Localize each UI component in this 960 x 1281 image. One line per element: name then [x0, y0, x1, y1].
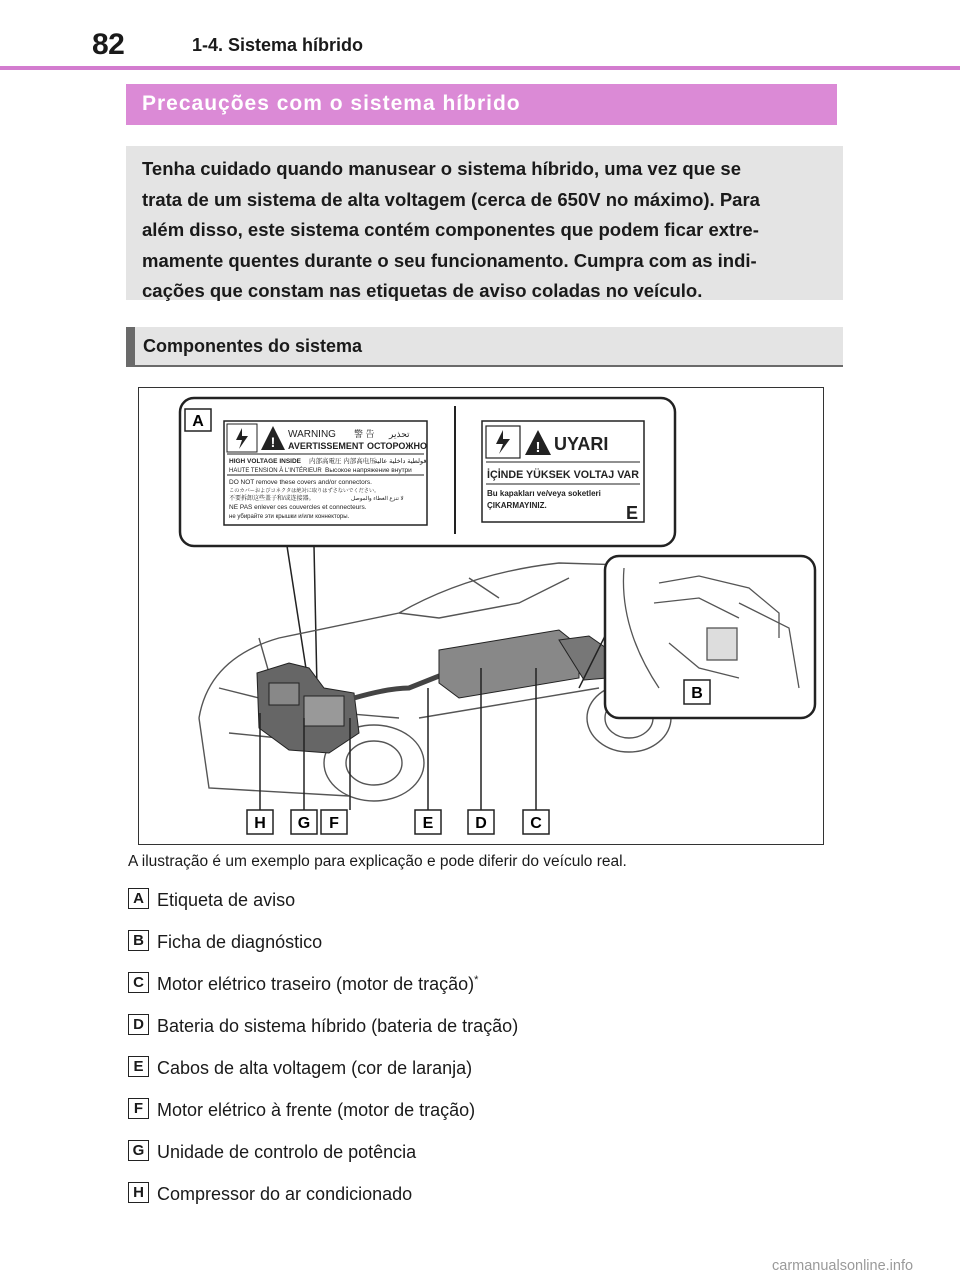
svg-text:NE PAS enlever ces couvercles: NE PAS enlever ces couvercles et connecteurs. [229, 504, 367, 511]
intro-line: cações que constam nas etiquetas de aviso coladas no veículo. [142, 280, 703, 301]
watermark-link[interactable]: carmanualsonline.info [772, 1258, 914, 1274]
header-rule [0, 66, 960, 70]
subsection-title: Componentes do sistema [126, 327, 843, 367]
svg-text:不要拆卸这些盖子和/或连接器。: 不要拆卸这些盖子和/或连接器。 [229, 496, 315, 502]
svg-text:!: ! [270, 434, 276, 450]
callout-e-text: E [422, 815, 434, 832]
svg-text:Высокое напряжение внутри: Высокое напряжение внутри [325, 467, 412, 474]
callout-f-text: F [329, 815, 339, 832]
callout-g-text: G [297, 815, 311, 832]
svg-text:İÇİNDE YÜKSEK VOLTAJ VAR: İÇİNDE YÜKSEK VOLTAJ VAR [487, 469, 644, 481]
legend-label: Unidade de controlo de potência [157, 1142, 417, 1162]
svg-text:警 告: 警 告 [354, 429, 375, 439]
svg-text:UYARI: UYARI [554, 434, 609, 454]
svg-text:HAUTE TENSION À L'INTÉRIEUR: HAUTE TENSION À L'INTÉRIEUR [229, 468, 322, 474]
legend-key: G [128, 1140, 149, 1161]
legend-key: F [128, 1098, 149, 1119]
svg-text:HIGH VOLTAGE INSIDE: HIGH VOLTAGE INSIDE [229, 458, 301, 465]
svg-text:ÇIKARMAYINIZ.: ÇIKARMAYINIZ. [487, 501, 547, 510]
svg-text:ОСТОРОЖНО: ОСТОРОЖНО [367, 441, 427, 451]
legend-label: Compressor do ar condicionado [157, 1184, 413, 1204]
svg-text:このカバーおよびコネクタは絶対に取りはずさないでください。: このカバーおよびコネクタは絶対に取りはずさないでください。 [229, 488, 380, 494]
battery-and-rear-motor [439, 630, 609, 698]
svg-text:Bu kapakları ve/veya soketleri: Bu kapakları ve/veya soketleri [487, 489, 601, 498]
legend-key: E [128, 1056, 149, 1077]
vehicle-illustration [139, 388, 825, 846]
svg-text:!: ! [535, 439, 541, 456]
legend-label: Cabos de alta voltagem (cor de laranja) [157, 1058, 473, 1078]
multilingual-warning-label [224, 421, 427, 525]
legend-label: Motor elétrico traseiro (motor de tração) [157, 974, 475, 994]
intro-line: mamente quentes durante o seu funcionamento. Cumpra com as indi- [142, 249, 757, 271]
legend-key: C [128, 972, 149, 993]
callout-a-text: A [192, 413, 204, 430]
legend-key: H [128, 1182, 149, 1203]
svg-text:DO NOT remove these covers and: DO NOT remove these covers and/or connectors. [229, 479, 372, 486]
svg-text:تحذير: تحذير [389, 429, 410, 439]
intro-box [126, 146, 843, 300]
svg-text:فولطية داخلية عالية: فولطية داخلية عالية [374, 458, 427, 465]
footnote-marker: * [474, 974, 479, 986]
callout-h-text: H [254, 815, 266, 832]
legend-label: Motor elétrico à frente (motor de tração) [157, 1100, 476, 1120]
legend-key: B [128, 930, 149, 951]
warning-word: WARNING [288, 429, 336, 440]
page-number: 82 [92, 28, 125, 61]
svg-text:AVERTISSEMENT: AVERTISSEMENT [288, 441, 364, 451]
callout-c-text: C [530, 815, 542, 832]
svg-text:не убирайте эти крышки и/или к: не убирайте эти крышки и/или коннекторы. [229, 514, 350, 520]
legend-label-with-footnote [157, 974, 478, 995]
intro-line: trata de um sistema de alta voltagem (cerca de 650V no máximo). Para [142, 188, 760, 210]
callout-b-text: B [691, 685, 703, 702]
intro-line: além disso, este sistema contém componentes que podem ficar extre- [142, 219, 759, 240]
turkish-warning-label [482, 421, 644, 522]
callout-d-text: D [475, 815, 487, 832]
legend-label: Etiqueta de aviso [157, 890, 296, 910]
system-components-figure [138, 387, 824, 845]
intro-line: Tenha cuidado quando manusear o sistema híbrido, uma vez que se [142, 158, 741, 179]
page-title: Precauções com o sistema híbrido [126, 84, 837, 125]
svg-text:لا تنزع الغطاء والموصل: لا تنزع الغطاء والموصل [351, 496, 404, 502]
svg-text:内部高電圧 内部高电压: 内部高電圧 内部高电压 [309, 458, 376, 465]
figure-caption: A ilustração é um exemplo para explicação e pode diferir do veículo real. [128, 853, 627, 870]
legend-label: Ficha de diagnóstico [157, 932, 323, 952]
section-header: 1-4. Sistema híbrido [192, 35, 364, 55]
legend-label: Bateria do sistema híbrido (bateria de tração) [157, 1016, 519, 1036]
legend-key: D [128, 1014, 149, 1035]
legend-key: A [128, 888, 149, 909]
callout-e-label-text: E [626, 503, 639, 523]
engine-bay-components [257, 663, 359, 753]
